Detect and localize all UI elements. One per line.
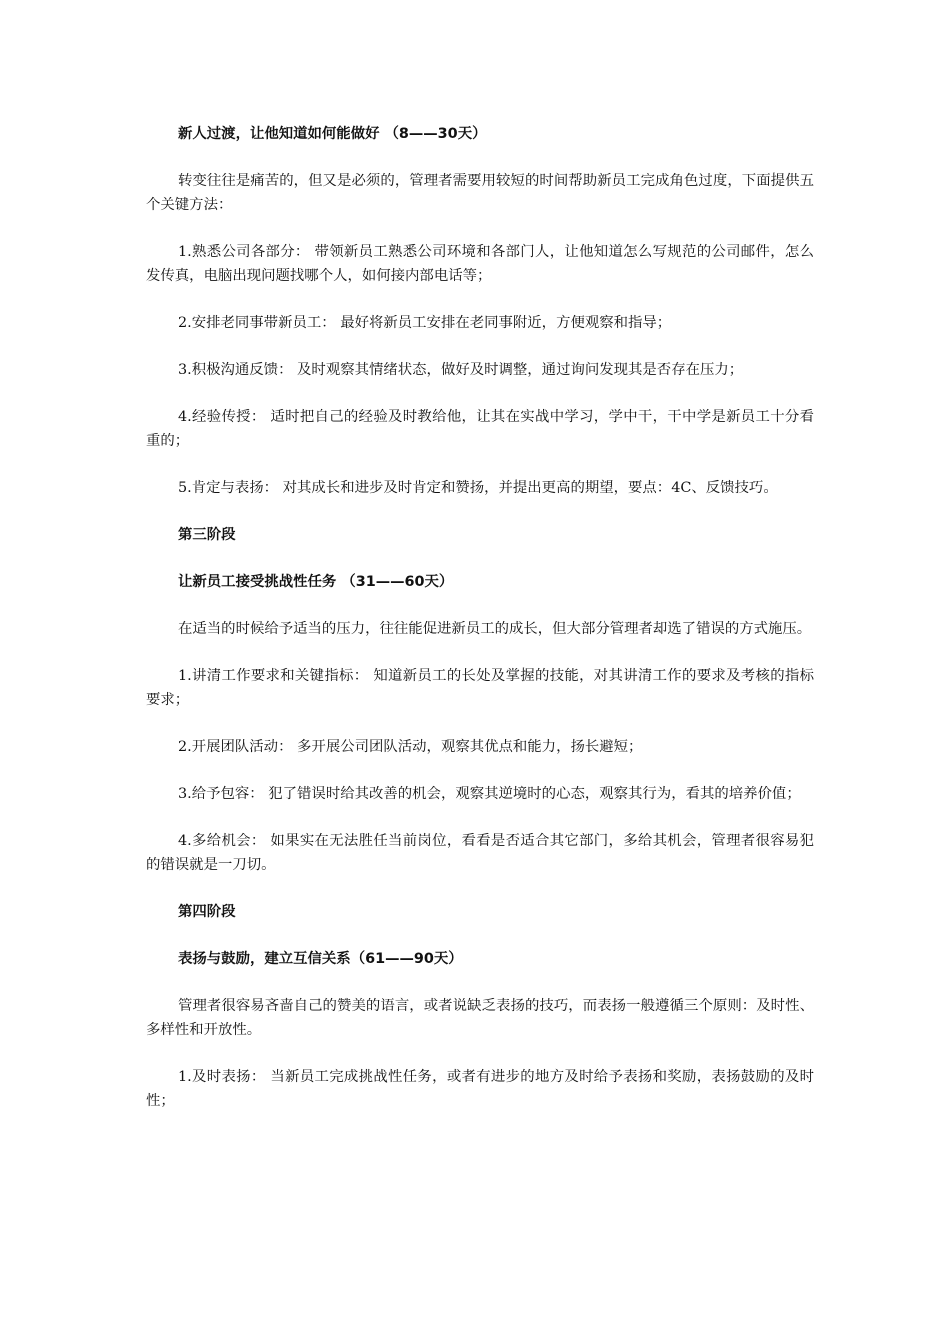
list-item-stage2-2: 2.安排老同事带新员工： 最好将新员工安排在老同事附近，方便观察和指导； xyxy=(178,315,672,331)
list-item-stage3-4: 4.多给机会： 如果实在无法胜任当前岗位，看看是否适合其它部门，多给其机会，管理者很容易犯的错误就是一刀切。 xyxy=(146,833,814,873)
section-heading-stage3-title: 让新员工接受挑战性任务 （31——60天） xyxy=(178,574,454,590)
list-item-stage3-3: 3.给予包容： 犯了错误时给其改善的机会，观察其逆境时的心态，观察其行为，看其的培养价值； xyxy=(178,786,801,802)
section-heading-stage4-title: 表扬与鼓励，建立互信关系（61——90天） xyxy=(178,951,463,967)
document-body xyxy=(146,122,814,1136)
section-heading-stage3: 第三阶段 xyxy=(178,527,236,543)
section-heading-stage2-title: 新人过渡，让他知道如何能做好 （8——30天） xyxy=(178,126,487,142)
list-item-stage4-1: 1.及时表扬： 当新员工完成挑战性任务，或者有进步的地方及时给予表扬和奖励，表扬鼓励的及时性； xyxy=(146,1069,814,1109)
paragraph-stage4-intro: 管理者很容易吝啬自己的赞美的语言，或者说缺乏表扬的技巧，而表扬一般遵循三个原则：及时性、多样性和开放性。 xyxy=(146,998,814,1038)
list-item-stage3-2: 2.开展团队活动： 多开展公司团队活动，观察其优点和能力，扬长避短； xyxy=(178,739,643,755)
section-heading-stage4: 第四阶段 xyxy=(178,904,236,920)
paragraph-stage2-intro: 转变往往是痛苦的，但又是必须的，管理者需要用较短的时间帮助新员工完成角色过度，下面提供五个关键方法： xyxy=(146,173,814,213)
list-item-stage3-1: 1.讲清工作要求和关键指标： 知道新员工的长处及掌握的技能，对其讲清工作的要求及考核的指标要求； xyxy=(146,668,814,708)
paragraph-stage3-intro: 在适当的时候给予适当的压力，往往能促进新员工的成长，但大部分管理者却选了错误的方式施压。 xyxy=(178,621,812,637)
list-item-stage2-1: 1.熟悉公司各部分： 带领新员工熟悉公司环境和各部门人，让他知道怎么写规范的公司邮件，怎么发传真，电脑出现问题找哪个人，如何接内部电话等； xyxy=(146,244,814,284)
list-item-stage2-4: 4.经验传授： 适时把自己的经验及时教给他，让其在实战中学习，学中干，干中学是新员工十分看重的； xyxy=(146,409,814,449)
list-item-stage2-3: 3.积极沟通反馈： 及时观察其情绪状态，做好及时调整，通过询问发现其是否存在压力； xyxy=(178,362,744,378)
list-item-stage2-5: 5.肯定与表扬： 对其成长和进步及时肯定和赞扬，并提出更高的期望，要点：4C、反馈技巧。 xyxy=(178,480,778,496)
